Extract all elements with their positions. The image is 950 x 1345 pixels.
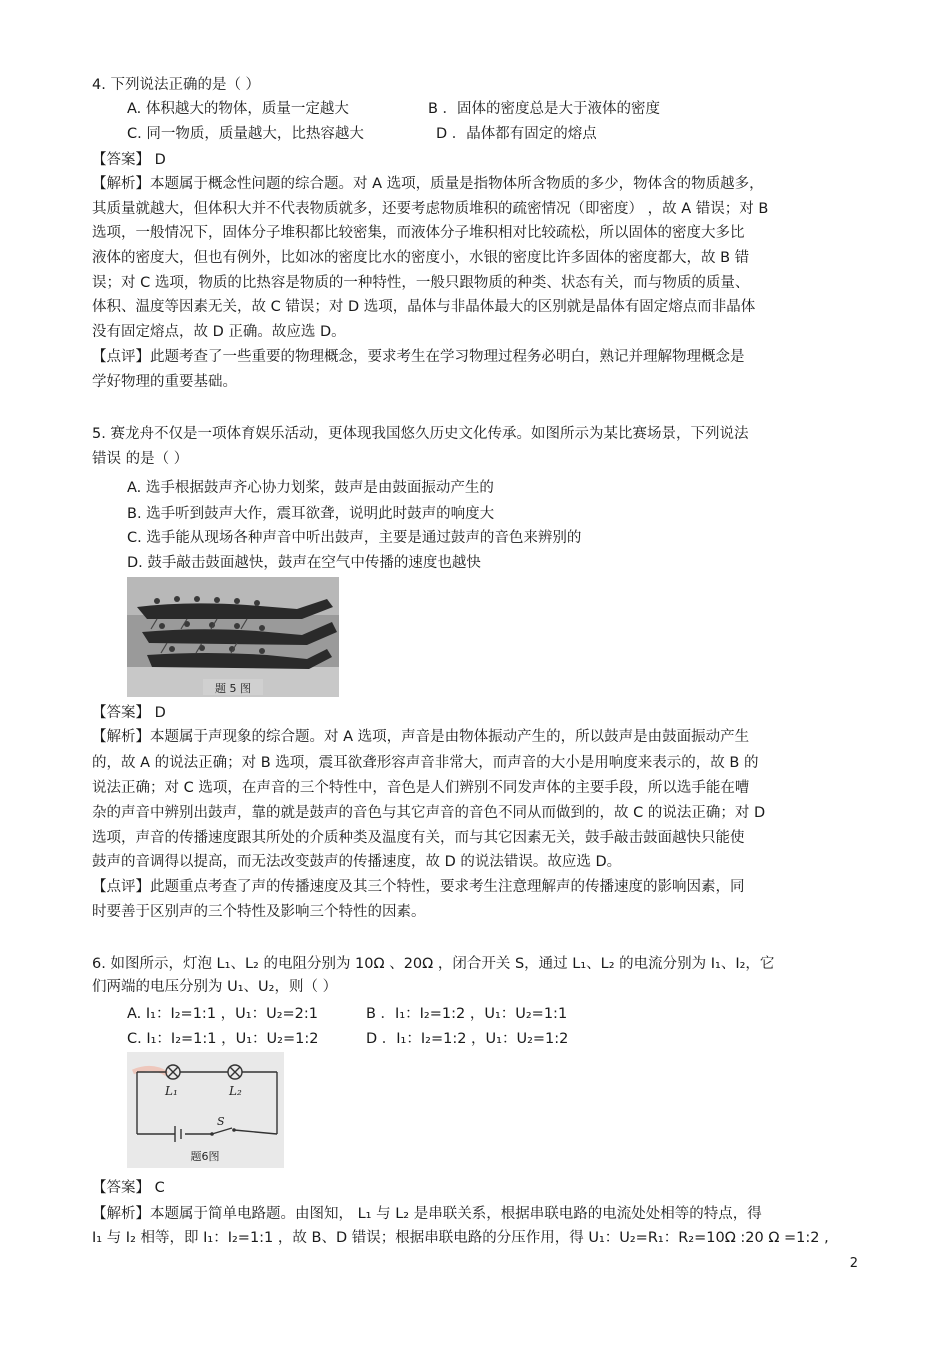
q5-stem-cont: 错误 的是（ ） — [92, 451, 189, 467]
dragon-boat-photo — [127, 577, 339, 697]
q6-figure-caption: 题6图 — [190, 1150, 220, 1163]
q5-analysis-line: 选项，声音的传播速度跟其所处的介质种类及温度有关，而与其它因素无关，鼓手敲击鼓面越快只能使 — [92, 830, 745, 846]
q4-analysis-line: 没有固定熔点，故 D 正确。故应选 D。 — [92, 324, 346, 340]
circuit-diagram — [127, 1052, 284, 1168]
q5-answer: 【答案】 D — [92, 705, 166, 721]
q4-comment-line: 学好物理的重要基础。 — [92, 374, 237, 390]
q5-option-d: D. 鼓手敲击鼓面越快，鼓声在空气中传播的速度也越快 — [127, 555, 481, 571]
q4-comment-line: 【点评】此题考查了一些重要的物理概念，要求考生在学习物理过程务必明白，熟记并理解物理概念是 — [92, 349, 745, 365]
q6-option-c: C. I₁：I₂=1:1 ，U₁：U₂=1:2 — [127, 1031, 319, 1047]
q4-analysis-line: 选项，一般情况下，固体分子堆积都比较密集，而液体分子堆积相对比较疏松，所以固体的密度大多比 — [92, 225, 745, 241]
q5-analysis-line: 杂的声音中辨别出鼓声，靠的就是鼓声的音色与其它声音的音色不同从而做到的，故 C 的说法正确；对 D — [92, 805, 766, 821]
q4-analysis-line: 液体的密度大，但也有例外，比如冰的密度比水的密度小，水银的密度比许多固体的密度都大，故 B 错 — [92, 250, 750, 266]
q6-stem: 6. 如图所示，灯泡 L₁、L₂ 的电阻分别为 10Ω 、20Ω ，闭合开关 S，通过 L₁、L₂ 的电流分别为 I₁、I₂，它 — [92, 956, 775, 972]
q5-comment-line: 【点评】此题重点考查了声的传播速度及其三个特性，要求考生注意理解声的传播速度的影响因素，同 — [92, 879, 745, 895]
circuit-label-l2: L₂ — [229, 1084, 242, 1098]
q4-option-d: D ．晶体都有固定的熔点 — [436, 126, 597, 142]
circuit-label-l1: L₁ — [165, 1084, 178, 1098]
q5-option-c: C. 选手能从现场各种声音中听出鼓声，主要是通过鼓声的音色来辨别的 — [127, 530, 582, 546]
q5-figure-caption: 题 5 图 — [215, 682, 251, 695]
q6-option-b: B ．I₁：I₂=1:2 ，U₁：U₂=1:1 — [366, 1006, 568, 1022]
q5-option-b: B. 选手听到鼓声大作，震耳欲聋，说明此时鼓声的响度大 — [127, 506, 495, 522]
q6-option-a: A. I₁：I₂=1:1 ，U₁：U₂=2:1 — [127, 1006, 318, 1022]
q4-stem: 4. 下列说法正确的是（ ） — [92, 77, 261, 93]
q5-stem: 5. 赛龙舟不仅是一项体育娱乐活动，更体现我国悠久历史文化传承。如图所示为某比赛场景，下列说法 — [92, 426, 749, 442]
q5-comment-line: 时要善于区别声的三个特性及影响三个特性的因素。 — [92, 904, 426, 920]
q5-analysis-line: 的，故 A 的说法正确；对 B 选项，震耳欲聋形容声音非常大，而声音的大小是用响度来表示的，故 B 的 — [92, 755, 759, 771]
q4-analysis-line: 【解析】本题属于概念性问题的综合题。对 A 选项，质量是指物体所含物质的多少，物体含的物质越多， — [92, 176, 764, 192]
q4-analysis-line: 误；对 C 选项，物质的比热容是物质的一种特性，一般只跟物质的种类、状态有关，而与物质的质量、 — [92, 275, 750, 291]
q4-option-a: A. 体积越大的物体，质量一定越大 — [127, 101, 349, 117]
page-number: 2 — [849, 1256, 858, 1271]
q6-answer: 【答案】 C — [92, 1180, 165, 1196]
q6-stem-cont: 们两端的电压分别为 U₁、U₂，则（ ） — [92, 979, 338, 995]
q6-analysis-line: I₁ 与 I₂ 相等，即 I₁：I₂=1:1 ，故 B、D 错误；根据串联电路的分压作用，得 U₁：U₂=R₁：R₂=10Ω :20 Ω =1:2 , — [92, 1230, 829, 1246]
q4-option-c: C. 同一物质，质量越大，比热容越大 — [127, 126, 364, 142]
q6-analysis-line: 【解析】本题属于简单电路题。由图知， L₁ 与 L₂ 是串联关系，根据串联电路的电流处处相等的特点，得 — [92, 1206, 762, 1222]
q5-analysis-line: 说法正确；对 C 选项，在声音的三个特性中，音色是人们辨别不同发声体的主要手段，所以选手能在嘈 — [92, 780, 750, 796]
q4-analysis-line: 体积、温度等因素无关，故 C 错误；对 D 选项，晶体与非晶体最大的区别就是晶体有固定熔点而非晶体 — [92, 299, 756, 315]
q5-option-a: A. 选手根据鼓声齐心协力划桨，鼓声是由鼓面振动产生的 — [127, 480, 494, 496]
q4-option-b: B ．固体的密度总是大于液体的密度 — [428, 101, 661, 117]
q4-analysis-line: 其质量就越大，但体积大并不代表物质就多，还要考虑物质堆积的疏密情况（即密度） ，故 A 错误；对 B — [92, 201, 769, 217]
q6-option-d: D ．I₁：I₂=1:2 ，U₁：U₂=1:2 — [366, 1031, 569, 1047]
q5-analysis-line: 鼓声的音调得以提高，而无法改变鼓声的传播速度，故 D 的说法错误。故应选 D。 — [92, 854, 622, 870]
q4-answer: 【答案】 D — [92, 152, 166, 168]
circuit-label-switch: S — [217, 1115, 225, 1128]
q5-analysis-line: 【解析】本题属于声现象的综合题。对 A 选项，声音是由物体振动产生的，所以鼓声是由鼓面振动产生 — [92, 729, 750, 745]
